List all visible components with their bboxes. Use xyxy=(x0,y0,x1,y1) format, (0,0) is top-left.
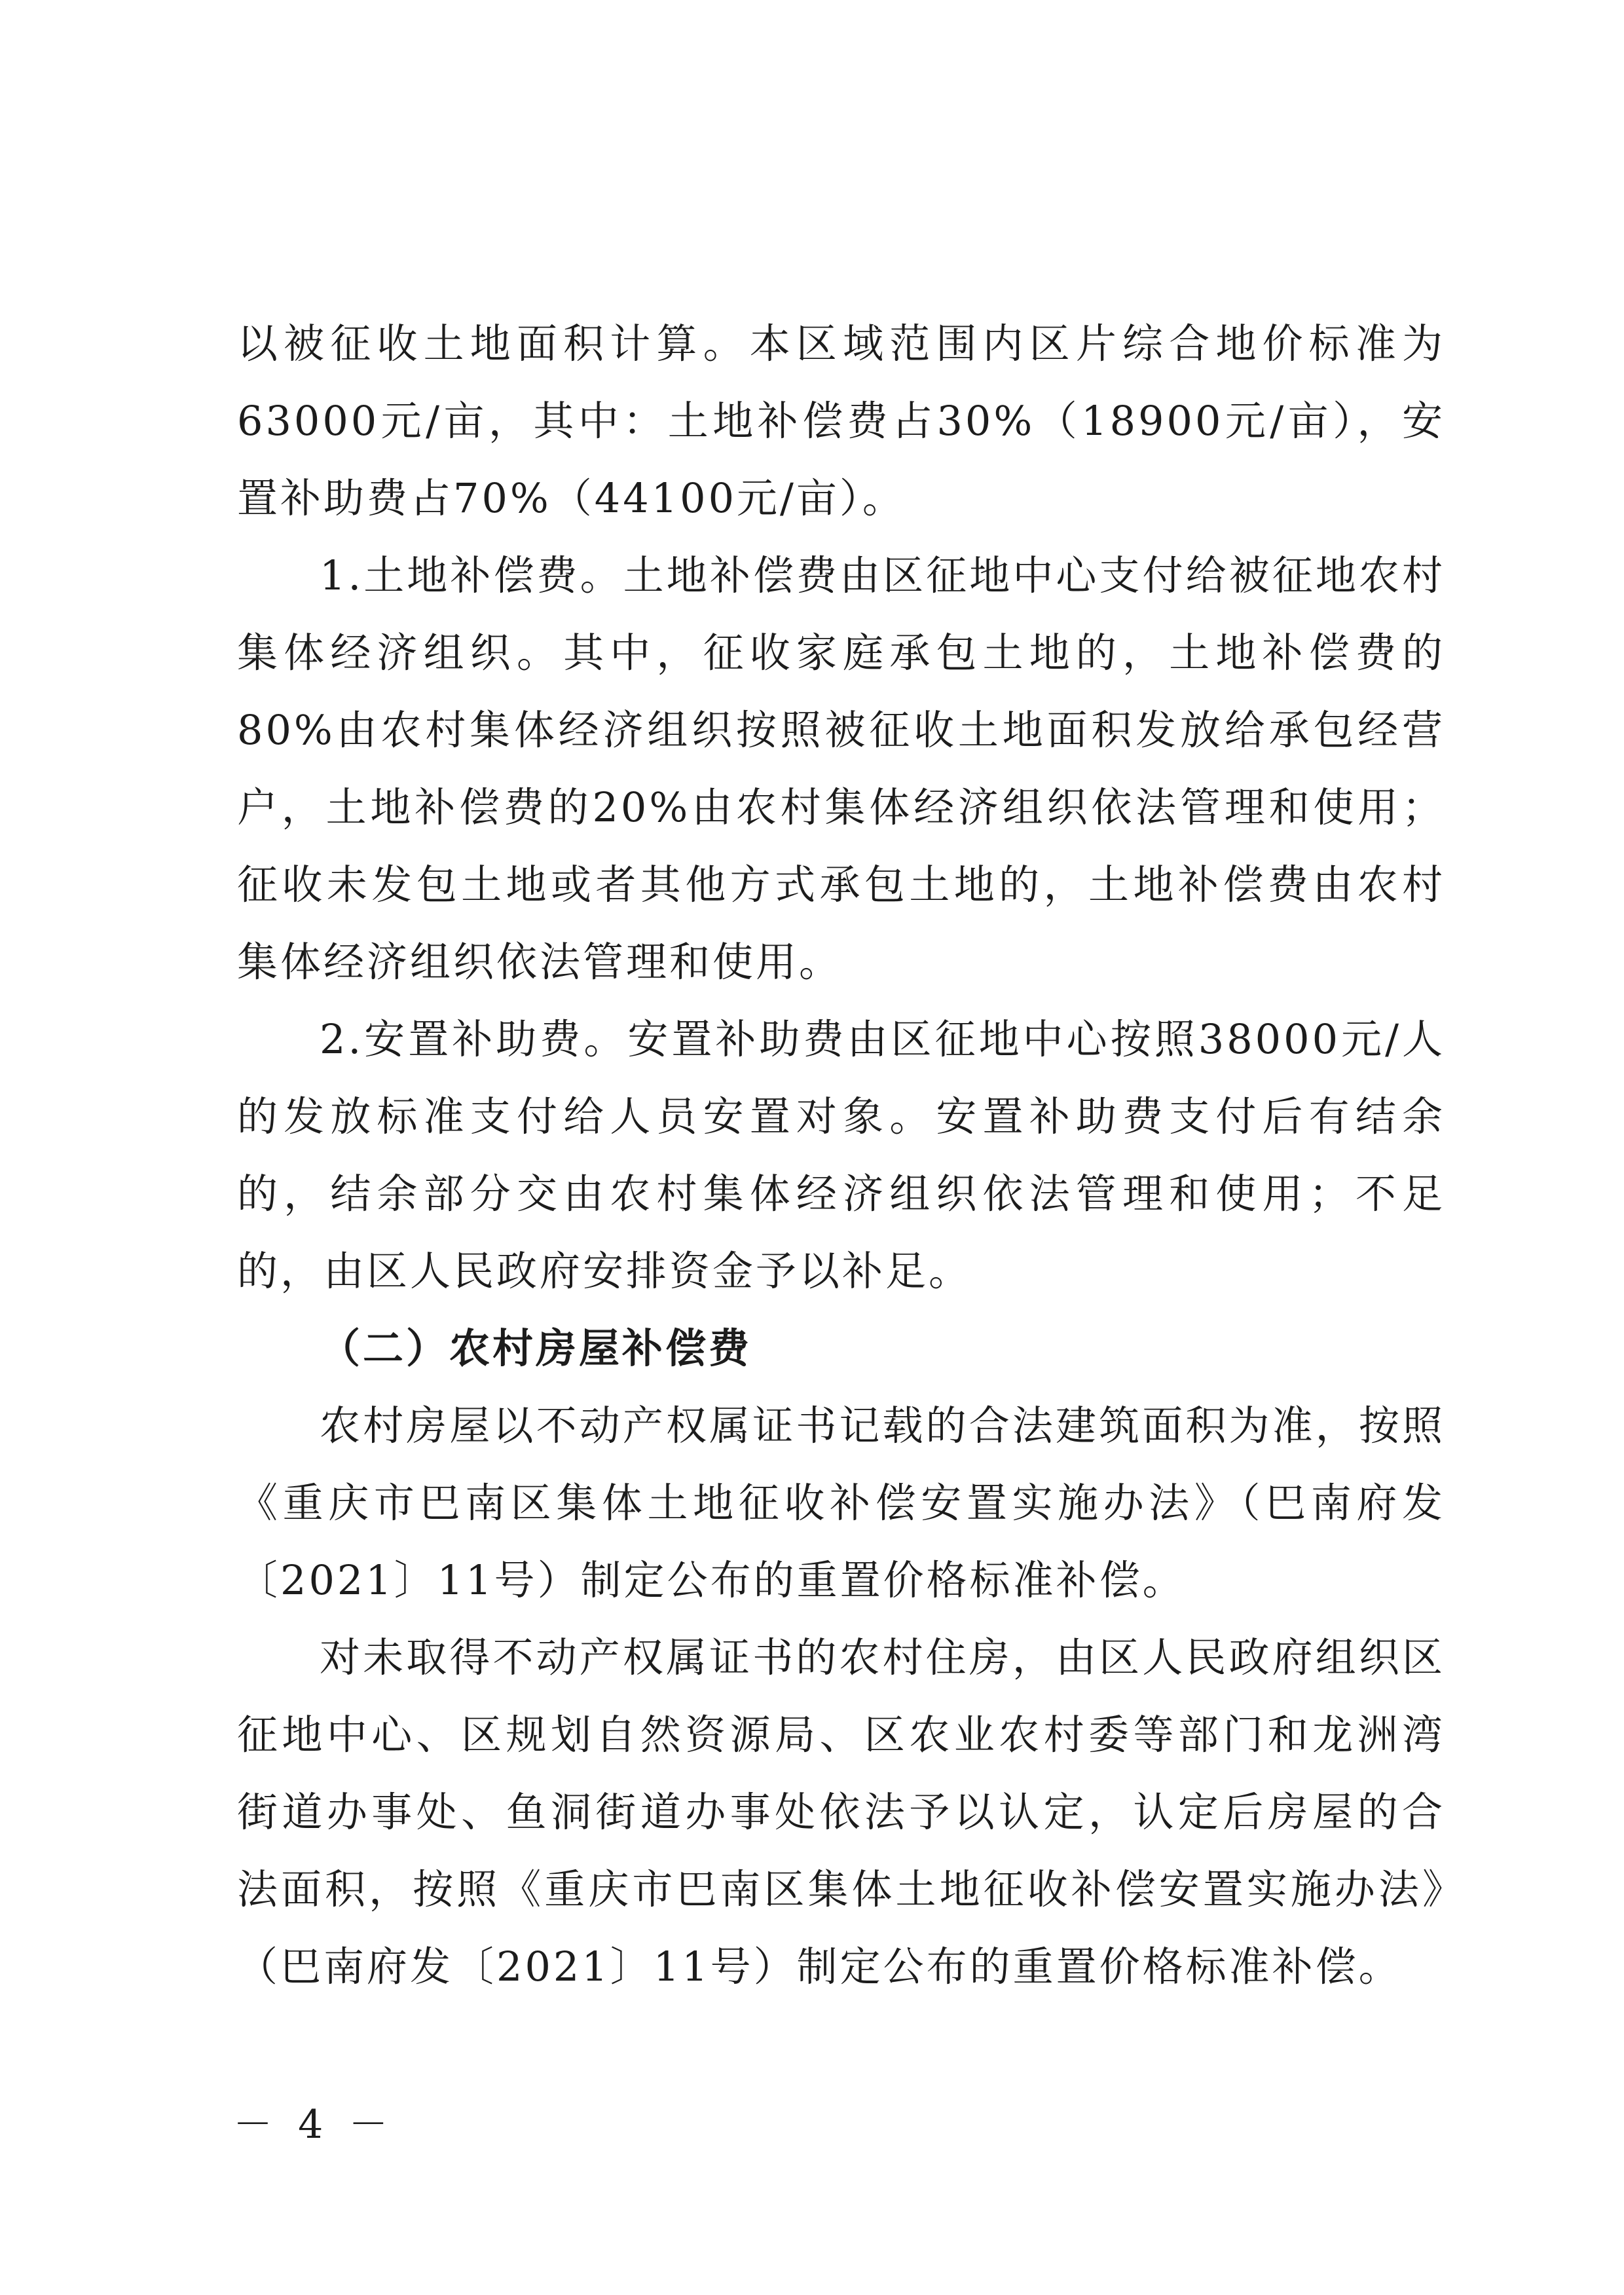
paragraph-land-compensation: 1.土地补偿费。土地补偿费由区征地中心支付给被征地农村集体经济组织。其中，征收家庭承包土地的，土地补偿费的80%由农村集体经济组织按照被征收土地面积发放给承包经营户，土地补偿费的20%由农村集体经济组织依法管理和使用；征收未发包土地或者其他方式承包土地的，土地补偿费由农村集体经济组织依法管理和使用。 xyxy=(237,551,1445,986)
paragraph-uncertified-housing: 对未取得不动产权属证书的农村住房，由区人民政府组织区征地中心、区规划自然资源局、区农业农村委等部门和龙洲湾街道办事处、鱼洞街道办事处依法予以认定，认定后房屋的合法面积，按照《重庆市巴南区集体土地征收补偿安置实施办法》（巴南府发〔2021〕11号）制定公布的重置价格标准补偿。 xyxy=(237,1633,1445,1990)
page-number: － 4 － xyxy=(233,2102,395,2148)
paragraph-resettlement-subsidy: 2.安置补助费。安置补助费由区征地中心按照38000元/人的发放标准支付给人员安置对象。安置补助费支付后有结余的，结余部分交由农村集体经济组织依法管理和使用；不足的，由区人民政府安排资金予以补足。 xyxy=(237,1015,1445,1295)
section-heading-rural-housing: （二）农村房屋补偿费 xyxy=(320,1324,752,1372)
paragraph-housing-compensation: 农村房屋以不动产权属证书记载的合法建筑面积为准，按照《重庆市巴南区集体土地征收补偿安置实施办法》（巴南府发〔2021〕11号）制定公布的重置价格标准补偿。 xyxy=(237,1402,1445,1604)
document-body xyxy=(237,305,1445,2006)
paragraph-land-price-standard: 以被征收土地面积计算。本区域范围内区片综合地价标准为63000元/亩，其中：土地补偿费占30%（18900元/亩），安置补助费占70%（44100元/亩）。 xyxy=(237,320,1445,522)
